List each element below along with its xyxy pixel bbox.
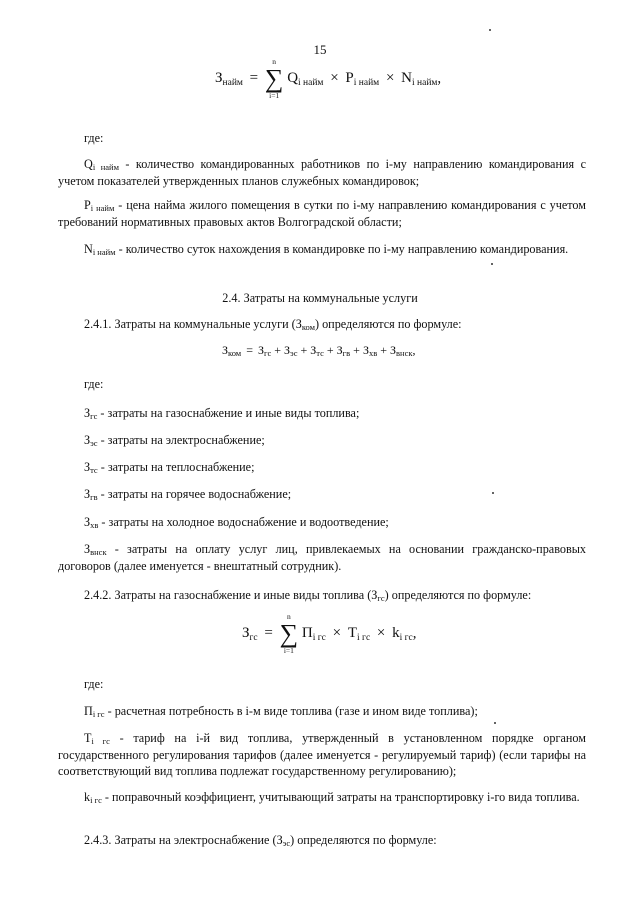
scan-speck bbox=[492, 492, 494, 494]
term-q: $Q_{i найм}$ bbox=[287, 70, 324, 89]
formula-comma: , bbox=[437, 70, 442, 87]
formula-gas-supply bbox=[242, 613, 417, 655]
times-sign: × bbox=[332, 625, 342, 642]
formula-lhs: $З_{найм}$ bbox=[215, 70, 243, 89]
term-ti: $Т_{i гс}$ bbox=[347, 625, 371, 644]
scan-speck bbox=[489, 29, 491, 31]
definition-t-i-gs: Тi гс - тариф на i-й вид топлива, утвержденный в установленном порядке органом государственного регулирования тарифов (далее именуется - регулируемый тариф) (если тарифы на соответствующий вид топлива подлежат государственному регулированию); bbox=[58, 731, 586, 778]
definition-p-i-gs: Пi гс - расчетная потребность в i-м виде топлива (газе и ином виде топлива); bbox=[84, 704, 478, 719]
scan-speck bbox=[494, 722, 496, 724]
times-sign: × bbox=[376, 625, 386, 642]
times-sign: × bbox=[385, 70, 395, 87]
definition-p-naym: Pi найм - цена найма жилого помещения в сутки по i-му направлению командирования с учетом требований нормативных правовых актов Волгоградской области; bbox=[58, 198, 586, 229]
paragraph-2-4-2: 2.4.2. Затраты на газоснабжение и иные виды топлива (Згс) определяются по формуле: bbox=[84, 588, 532, 603]
times-sign: × bbox=[330, 70, 339, 87]
definition-z-hv: Зхв - затраты на холодное водоснабжение и водоотведение; bbox=[84, 515, 389, 530]
where-label: где: bbox=[84, 131, 104, 145]
equals-sign: = bbox=[264, 625, 273, 642]
definition-z-ts: Зтс - затраты на теплоснабжение; bbox=[84, 460, 255, 475]
definition-k-i-gs: ki гс - поправочный коэффициент, учитывающий затраты на транспортировку i-го вида топлива. bbox=[84, 790, 580, 805]
formula-comma: , bbox=[412, 625, 417, 642]
formula-hire-costs bbox=[215, 58, 441, 100]
definition-z-gv: Згв - затраты на горячее водоснабжение; bbox=[84, 487, 292, 502]
definition-z-es: Зэс - затраты на электроснабжение; bbox=[84, 433, 265, 448]
term-n: $N_{i найм}$ bbox=[401, 70, 438, 89]
paragraph-2-4-3: 2.4.3. Затраты на электроснабжение (Зэс) определяются по формуле: bbox=[84, 833, 437, 848]
definition-z-gs: Згс - затраты на газоснабжение и иные виды топлива; bbox=[84, 406, 360, 421]
sum-sign: n ∑ i=1 bbox=[279, 612, 299, 655]
scan-speck bbox=[491, 263, 493, 265]
where-label: где: bbox=[84, 377, 104, 391]
definition-q-naym: Qi найм - количество командированных работников по i-му направлению командирования с учетом показателей утвержденных планов служебных командировок; bbox=[58, 157, 586, 188]
paragraph-2-4-1: 2.4.1. Затраты на коммунальные услуги (Зком) определяются по формуле: bbox=[84, 317, 462, 332]
equals-sign: = bbox=[249, 70, 259, 87]
page-number: 15 bbox=[313, 42, 327, 57]
definition-n-naym: Ni найм - количество суток нахождения в командировке по i-му направлению командирования. bbox=[84, 242, 569, 257]
formula-lhs: $З_{гс}$ bbox=[242, 625, 258, 644]
definition-z-vnsk: Звнск - затраты на оплату услуг лиц, привлекаемых на основании гражданско-правовых договоров (далее именуется - внештатный сотрудник). bbox=[58, 542, 586, 573]
formula-utilities: Зком = Згс + Зэс + Зтс + Згв + Зхв + Звнск, bbox=[222, 343, 416, 358]
term-pi: $П_{i гс}$ bbox=[301, 625, 326, 644]
term-p: $P_{i найм}$ bbox=[345, 70, 380, 89]
term-ki: $k_{i гс}$ bbox=[392, 625, 413, 644]
where-label: где: bbox=[84, 677, 104, 691]
sum-sign: n ∑ i=1 bbox=[264, 57, 284, 100]
section-heading-2-4: 2.4. Затраты на коммунальные услуги bbox=[222, 291, 418, 305]
